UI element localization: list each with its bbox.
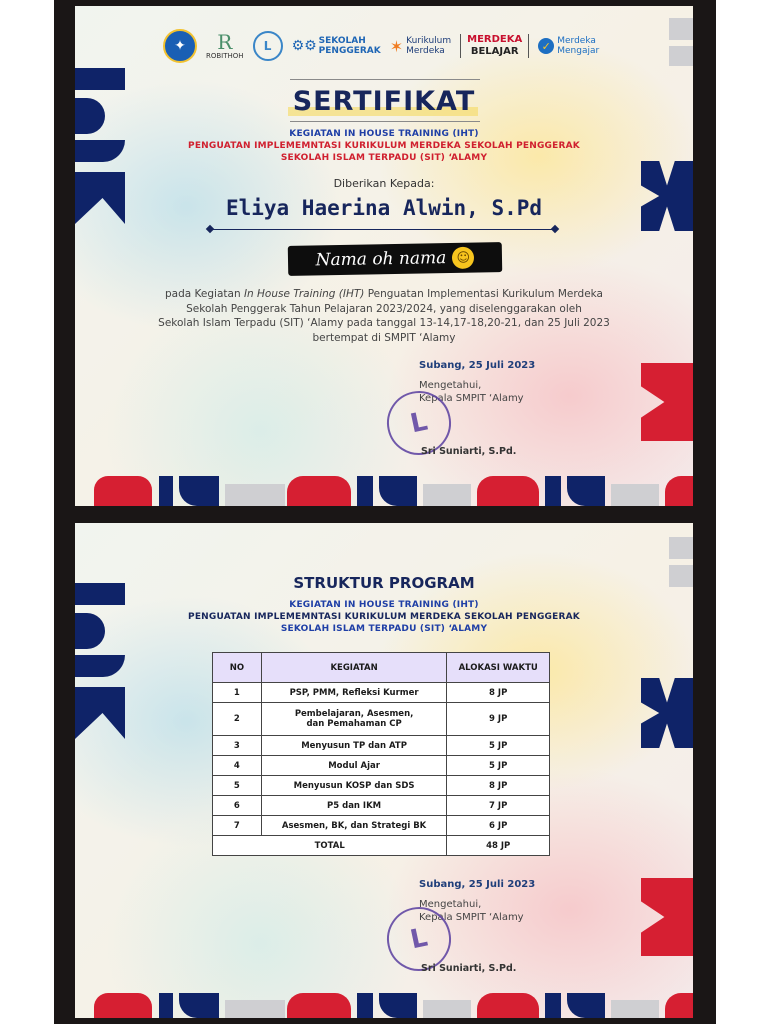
table-row	[213, 683, 550, 703]
program-subtitle: KEGIATAN IN HOUSE TRAINING (IHT) PENGUATAN IMPLEMEMNTASI KURIKULUM MERDEKA SEKOLAH PENGGERAK SEKOLAH ISLAM TERPADU (SIT) ‘ALAMY	[188, 600, 580, 634]
decor-right-block	[669, 18, 693, 40]
cell-alokasi: 5 JP	[447, 756, 550, 776]
table-header-row	[213, 653, 550, 683]
certificate-page	[75, 6, 693, 506]
signer-block	[421, 963, 516, 974]
decor-bottom-block	[225, 1000, 285, 1018]
name-sticker: Nama oh nama ☺	[288, 242, 502, 276]
kurikulum-merdeka-logo: ✶ Kurikulum Merdeka	[389, 36, 452, 56]
header-alokasi: ALOKASI WAKTU	[447, 653, 550, 683]
decor-bottom-block	[545, 993, 561, 1018]
cell-alokasi: 9 JP	[447, 703, 550, 736]
certificate-body	[75, 287, 693, 345]
cell-no: 2	[213, 703, 262, 736]
recipient-name: Eliya Haerina Alwin, S.Pd	[225, 196, 543, 220]
cell-kegiatan: Pembelajaran, Asesmen, dan Pemahaman CP	[261, 703, 447, 736]
signer-block	[421, 446, 516, 457]
cell-kegiatan: P5 dan IKM	[261, 796, 447, 816]
decor-right-block	[669, 537, 693, 559]
decor-bottom-block	[225, 484, 285, 506]
title-top-rule	[290, 79, 480, 80]
alamy-logo-icon: L	[253, 31, 283, 61]
cell-kegiatan: PSP, PMM, Refleksi Kurmer	[261, 683, 447, 703]
cell-no: 5	[213, 776, 262, 796]
table-row	[213, 816, 550, 836]
cell-kegiatan: Asesmen, BK, dan Strategi BK	[261, 816, 447, 836]
program-title: STRUKTUR PROGRAM	[293, 574, 475, 592]
decor-bottom-block	[545, 476, 561, 506]
decor-bottom-block	[287, 993, 351, 1018]
robithoh-logo: R ROBITHOH	[206, 30, 244, 60]
merdeka-belajar-logo: MERDEKA BELAJAR	[460, 34, 529, 58]
total-label: TOTAL	[213, 836, 447, 856]
signer-name: Sri Suniarti, S.Pd.	[421, 963, 517, 974]
decor-bottom-block	[179, 476, 219, 506]
cell-alokasi: 5 JP	[447, 736, 550, 756]
sekolah-penggerak-logo: ⚙⚙ SEKOLAH PENGGERAK	[291, 36, 381, 56]
decor-bottom-block	[159, 476, 173, 506]
table-row	[213, 703, 550, 736]
decor-right-block	[641, 363, 693, 441]
decor-bottom-block	[477, 993, 539, 1018]
program-page	[75, 523, 693, 1018]
header-kegiatan: KEGIATAN	[261, 653, 447, 683]
cell-kegiatan: Menyusun TP dan ATP	[261, 736, 447, 756]
sign-known: Mengetahui,	[419, 899, 482, 910]
name-underline	[210, 229, 555, 230]
cell-no: 7	[213, 816, 262, 836]
table-row	[213, 796, 550, 816]
kurikulum-merdeka-mark-icon: ✶	[389, 36, 404, 56]
decor-right-block	[641, 678, 693, 748]
decor-bottom-block	[94, 993, 152, 1018]
body-line-4: bertempat di SMPIT ‘Alamy	[312, 331, 456, 344]
body-line-3: Sekolah Islam Terpadu (SIT) ‘Alamy pada tanggal 13-14,17-18,20-21, dan 25 Juli 2023	[158, 317, 610, 329]
decor-bottom-block	[423, 484, 471, 506]
gears-icon: ⚙⚙	[291, 38, 317, 54]
cell-no: 1	[213, 683, 262, 703]
sign-date: Subang, 25 Juli 2023	[419, 879, 536, 890]
decor-bottom-block	[611, 484, 659, 506]
cell-kegiatan: Modul Ajar	[261, 756, 447, 776]
decor-bottom-block	[357, 476, 373, 506]
smiley-icon: ☺	[452, 247, 474, 269]
decor-bottom-block	[477, 476, 539, 506]
decor-bottom-block	[423, 1000, 471, 1018]
program-table	[212, 652, 550, 856]
tut-wuri-logo-icon: ✦	[163, 29, 197, 63]
body-line-1: pada Kegiatan In House Training (IHT) Penguatan Implementasi Kurikulum Merdeka	[165, 288, 603, 300]
signer-name: Sri Suniarti, S.Pd.	[421, 446, 517, 457]
certificate-subtitle: KEGIATAN IN HOUSE TRAINING (IHT) PENGUATAN IMPLEMEMNTASI KURIKULUM MERDEKA SEKOLAH PENGGERAK SEKOLAH ISLAM TERPADU (SIT) ‘ALAMY	[188, 129, 580, 163]
cell-kegiatan: Menyusun KOSP dan SDS	[261, 776, 447, 796]
decor-bottom-block	[567, 993, 605, 1018]
decor-bottom-block	[159, 993, 173, 1018]
cell-alokasi: 6 JP	[447, 816, 550, 836]
total-value: 48 JP	[447, 836, 550, 856]
decor-bottom-block	[665, 993, 693, 1018]
decor-bottom-block	[611, 1000, 659, 1018]
school-stamp-icon: L	[381, 385, 457, 461]
sign-known: Mengetahui,	[419, 380, 482, 391]
decor-bottom-block	[357, 993, 373, 1018]
title-bottom-rule	[290, 121, 480, 122]
decor-right-block	[669, 46, 693, 66]
decor-bottom-block	[94, 476, 152, 506]
cell-no: 3	[213, 736, 262, 756]
decor-left-block	[75, 687, 125, 739]
decor-bottom-block	[379, 476, 417, 506]
decor-left-block	[75, 655, 125, 677]
cell-alokasi: 8 JP	[447, 776, 550, 796]
merdeka-mengajar-mark-icon: ✓	[538, 38, 554, 54]
school-stamp-icon: L	[381, 901, 457, 977]
logo-row	[163, 26, 599, 66]
cell-alokasi: 7 JP	[447, 796, 550, 816]
cell-alokasi: 8 JP	[447, 683, 550, 703]
header-no: NO	[213, 653, 262, 683]
decor-bottom-block	[567, 476, 605, 506]
decor-bottom-block	[287, 476, 351, 506]
body-line-2: Sekolah Penggerak Tahun Pelajaran 2023/2024, yang diselenggarakan oleh	[186, 302, 582, 315]
cell-no: 4	[213, 756, 262, 776]
certificate-title: SERTIFIKAT	[292, 86, 476, 117]
sign-role: Kepala SMPIT ‘Alamy	[419, 912, 524, 923]
table-row	[213, 776, 550, 796]
merdeka-mengajar-logo: ✓ Merdeka Mengajar	[538, 36, 599, 56]
decor-right-block	[641, 878, 693, 956]
sign-role: Kepala SMPIT ‘Alamy	[419, 393, 524, 404]
table-row	[213, 736, 550, 756]
robithoh-glyph-icon: R	[217, 30, 233, 54]
decor-bottom-block	[665, 476, 693, 506]
decor-bottom-block	[379, 993, 417, 1018]
table-row	[213, 756, 550, 776]
decor-bottom-block	[179, 993, 219, 1018]
table-total-row	[213, 836, 550, 856]
cell-no: 6	[213, 796, 262, 816]
sign-date: Subang, 25 Juli 2023	[419, 360, 536, 371]
given-to-label: Diberikan Kepada:	[333, 177, 435, 190]
